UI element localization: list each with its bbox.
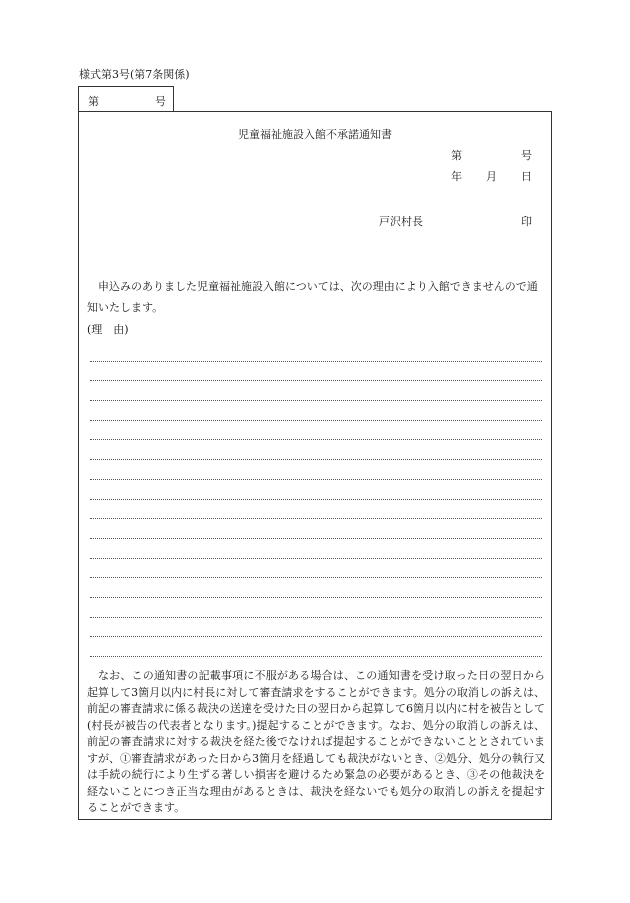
reason-line <box>90 519 542 539</box>
reason-line <box>90 539 542 559</box>
appeal-notice-text: なお、この通知書の記載事項に不服がある場合は、この通知書を受け取った日の翌日から起算して3箇月以内に村長に対して審査請求をすることができます。処分の取消しの訴えは、前記の審査請求に係る裁決の送達を受けた日の翌日から起算して6箇月以内に村を被告として(村長が被告の代表者となります。)提起することができます。なお、処分の取消しの訴えは、前記の審査請求に対する裁決を経た後でなければ提起することができないこととされていますが、①審査請求があった日から3箇月を経過しても裁決がないとき、②処分、処分の執行又は手続の続行により生ずる著しい損害を避けるため緊急の必要があるとき、③その他裁決を経ないことにつき正当な理由があるときは、裁決を経ないでも処分の取消しの訴えを提起することができます。 <box>87 669 545 814</box>
header-date-year: 年 <box>451 170 462 183</box>
issuer-mayor: 戸沢村長 <box>379 215 423 228</box>
reason-line <box>90 460 542 480</box>
header-date-month: 月 <box>486 170 497 183</box>
reason-line <box>90 618 542 638</box>
notice-body-text: 申込みのありました児童福祉施設入館については、次の理由により入館できませんので通知いたします。 <box>87 280 538 314</box>
reason-line <box>90 637 542 657</box>
form-number-label: 様式第3号(第7条関係) <box>79 68 190 81</box>
header-date-day: 日 <box>521 170 532 183</box>
header-number-go: 号 <box>521 149 532 162</box>
reason-line <box>90 598 542 618</box>
document-title: 児童福祉施設入館不承諾通知書 <box>238 128 392 141</box>
notice-form-frame <box>78 111 552 820</box>
reason-line <box>90 480 542 500</box>
reason-line <box>90 578 542 598</box>
number-box-dai: 第 <box>88 95 99 108</box>
reason-line <box>90 381 542 401</box>
reason-line <box>90 421 542 441</box>
header-number-dai: 第 <box>451 149 462 162</box>
reason-line <box>90 500 542 520</box>
reason-label: (理 由) <box>87 323 129 336</box>
seal-mark: 印 <box>521 215 532 228</box>
reason-line <box>90 401 542 421</box>
number-box-go: 号 <box>155 95 166 108</box>
reason-line <box>90 362 542 382</box>
reason-line <box>90 342 542 362</box>
reason-line <box>90 559 542 579</box>
document-number-box <box>78 86 174 111</box>
reason-lines <box>90 342 542 657</box>
reason-line <box>90 440 542 460</box>
